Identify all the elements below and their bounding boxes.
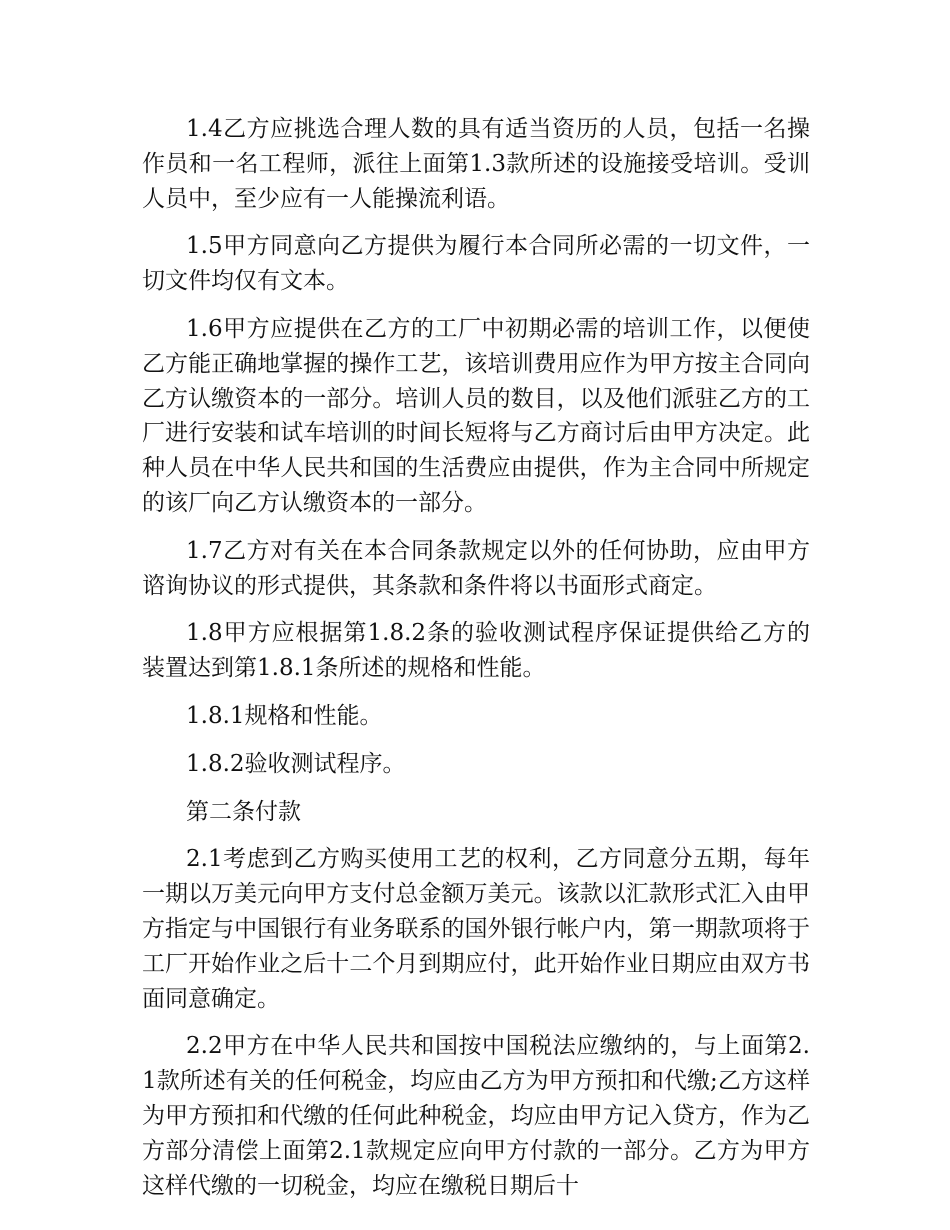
clause-2-2: 2.2甲方在中华人民共和国按中国税法应缴纳的，与上面第2.1款所述有关的任何税金，均应由乙方为甲方预扣和代缴;乙方这样为甲方预扣和代缴的任何此种税金，均应由甲方记入贷方，作为乙方部分清偿上面第2.1款规定应向甲方付款的一部分。乙方为甲方这样代缴的一切税金，均应在缴税日期后十	[142, 1033, 810, 1199]
clause-1-6: 1.6甲方应提供在乙方的工厂中初期必需的培训工作，以便使乙方能正确地掌握的操作工艺，该培训费用应作为甲方按主合同向乙方认缴资本的一部分。培训人员的数目，以及他们派驻乙方的工厂进行安装和试车培训的时间长短将与乙方商讨后由甲方决定。此种人员在中华人民共和国的生活费应由提供，作为主合同中所规定的该厂向乙方认缴资本的一部分。	[142, 315, 810, 516]
clause-1-4: 1.4乙方应挑选合理人数的具有适当资历的人员，包括一名操作员和一名工程师，派往上面第1.3款所述的设施接受培训。受训人员中，至少应有一人能操流利语。	[142, 116, 810, 212]
clause-1-8: 1.8甲方应根据第1.8.2条的验收测试程序保证提供给乙方的装置达到第1.8.1条所述的规格和性能。	[142, 620, 810, 682]
article-2-heading: 第二条付款	[186, 798, 301, 825]
clause-1-7: 1.7乙方对有关在本合同条款规定以外的任何协助，应由甲方谘询协议的形式提供，其条款和条件将以书面形式商定。	[142, 537, 810, 599]
clause-1-5: 1.5甲方同意向乙方提供为履行本合同所必需的一切文件，一切文件均仅有文本。	[142, 233, 810, 295]
clause-1-8-2: 1.8.2验收测试程序。	[186, 750, 406, 777]
clause-1-8-1: 1.8.1规格和性能。	[186, 702, 383, 729]
clause-2-1: 2.1考虑到乙方购买使用工艺的权利，乙方同意分五期，每年一期以万美元向甲方支付总金额万美元。该款以汇款形式汇入由甲方指定与中国银行有业务联系的国外银行帐户内，第一期款项将于工厂开始作业之后十二个月到期应付，此开始作业日期应由双方书面同意确定。	[142, 846, 810, 1012]
